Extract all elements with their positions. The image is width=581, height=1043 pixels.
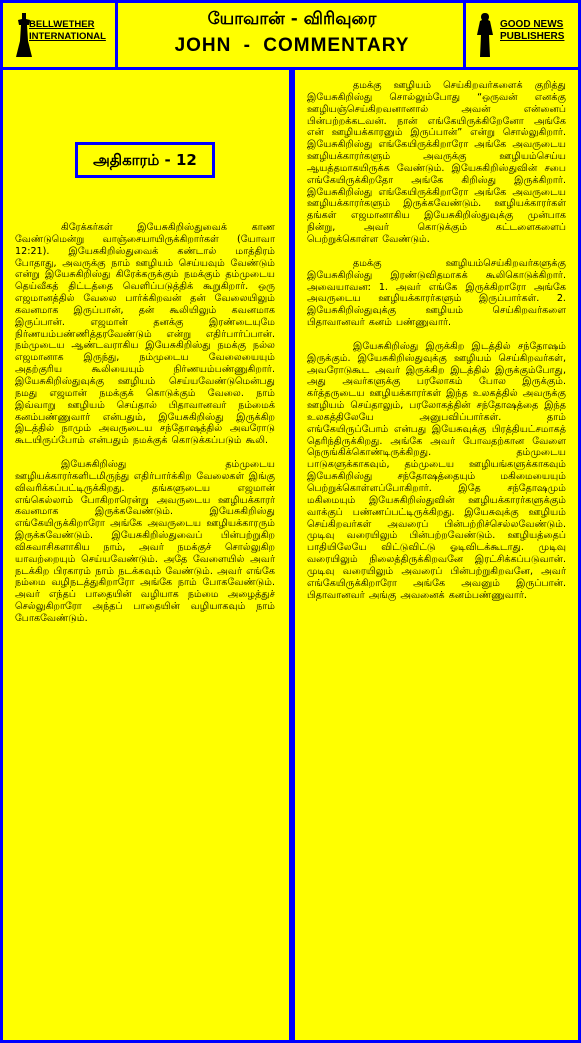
left-logo-text: BELLWETHER INTERNATIONAL bbox=[29, 19, 106, 42]
good-news-logo-icon bbox=[472, 11, 498, 59]
right-logo-text: GOOD NEWS PUBLISHERS bbox=[500, 19, 565, 42]
paragraph: தமக்கு ஊழியம் செய்கிறவர்களைக் குறித்து இயேசுகிறிஸ்து சொல்லும்போது “ஒருவன் எனக்கு ஊழியஞ்செய்கிறவனானால் அவன் என்னைப் பின்பற்றக்கடவன். நான் எங்கேயிருக்கிறேனோ அங்கே என் ஊழியக்காரனும் இருப்பான்” என்று சொல்லுகிறார். இயேசுகிறிஸ்து எங்கேயிருக்கிறாரோ அங்கே அவருடைய ஊழியக்காரர்களும் அவருக்கு ஊழியம்செய்ய ஆயத்தமாகயிருக்க வேண்டும். இயேசுகிறிஸ்துவின் சபை எங்கேயிருக்கிறதோ அங்கே கிறிஸ்து இருக்கிறார். இயேசுகிறிஸ்து எங்கேயிருக்கிறாரோ அங்கே அவருடைய ஊழியக்காரர்களும் இருக்கவேண்டும். ஊழியக்காரர்கள் தங்கள் எஜமானாகிய இயேசுகிறிஸ்துவுக்கு முன்பாக நின்று, அவர் கொடுக்கும் கட்டளைகளைப் பெற்றுக்கொள்ள வேண்டும். bbox=[307, 80, 566, 245]
title-english: JOHN - COMMENTARY bbox=[174, 35, 410, 56]
good-news-logo bbox=[463, 3, 578, 67]
paragraph: இயேசுகிறிஸ்து தம்முடைய ஊழியக்காரர்களிடமிருந்து எதிர்பார்க்கிற வேலைகள் இங்கு விவரிக்கப்பட்டிருக்கிறது. தங்களுடைய எஜமான் எங்கெல்லாம் போகிறாரென்று அவருடைய ஊழியக்காரர் கவனமாக இருக்கவேண்டும். இயேசுகிறிஸ்து எங்கேயிருக்கிறாரோ அங்கே அவருடைய ஊழியக்காரரும் இருக்கவேண்டும். இயேசுகிறிஸ்துவைப் பின்பற்றுகிற விசுவாசிகளாகிய நாம், அவர் நமக்குச் சொல்லுகிற யாவற்றையும் செய்யவேண்டும். அதே வேளையில் அவர் நடக்கிற பிரகாரம் நாம் நடக்கவும் வேண்டும். அவர் எங்கே நம்மை வழிநடத்துகிறாரோ அங்கே நாம் போகவேண்டும். அவர் எந்தப் பாதையின் வழியாக நம்மை அழைத்துச் செல்லுகிறாரோ அந்தப் பாதையின் வழியாகவும் நாம் போகவேண்டும். bbox=[15, 459, 275, 624]
title-tamil: யோவான் - விரிவுரை bbox=[207, 9, 377, 29]
bellwether-logo bbox=[3, 3, 118, 67]
left-column bbox=[3, 70, 289, 1040]
paragraph: தமக்கு ஊழியம்செய்கிறவர்களுக்கு இயேசுகிறிஸ்து இரண்டுவிதமாகக் கூலிகொடுக்கிறார். அவையாவன: 1. அவர் எங்கே இருக்கிறாரோ அங்கே அவருடைய ஊழியக்காரர்களும் இருப்பார்கள். 2. இயேசுகிறிஸ்துவுக்கு ஊழியம் செய்கிறவர்களை பிதாவானவர் கனம் பண்ணுவார். bbox=[307, 257, 566, 329]
right-column bbox=[292, 70, 578, 1040]
paragraph: இயேசுகிறிஸ்து இருக்கிற இடத்தில் சந்தோஷம் இருக்கும். இயேசுகிறிஸ்துவுக்கு ஊழியம் செய்கிறவர்கள், அவரோடுகூட அவர் இருக்கிற இடத்தில் இருக்கும்போது, அது அவர்களுக்கு பரலோகம் போல இருக்கும். கர்த்தருடைய ஊழியக்காரர்கள் இந்த உலகத்தில் அவருக்கு ஊழியம் செய்தாலும், பரலோகத்தின் சந்தோஷத்தை இந்த உலகத்திலேயே அனுபவிப்பார்கள். தாம் எங்கேயிருப்போம் என்பது இயேசுவுக்கு பிரத்தியட்சமாகத் தெரிந்திருக்கிறது. அங்கே அவர் போவதற்கான வேளை நெருங்கிக்கொண்டிருக்கிறது. தம்முடைய பாடுகளுக்காகவும், தம்முடைய ஊழியங்களுக்காகவும் இயேசுகிறிஸ்து சந்தோஷத்தையும் மகிமையையும் பெற்றுக்கொள்ளப்போகிறார். இதே சந்தோஷமும் மகிமையும் இயேசுகிறிஸ்துவின் ஊழியக்காரர்களுக்கும் வாக்குப் பண்ணப்பட்டிருக்கிறது. இயேசுவுக்கு ஊழியம் செய்கிறவர்கள் அவரைப் பின்பற்றிச்செல்லவேண்டும். முடிவு வரையிலும் பின்பற்றவேண்டும். ஊழியத்தைப் பாதியிலேயே விட்டுவிட்டு ஓடிவிடக்கூடாது. முடிவு வரையிலும் நிலைத்திருக்கிறவனே இரட்சிக்கப்படுவான். முடிவு வரையிலும் அவரைப் பின்பற்றுகிறவனே, அவர் எங்கேயிருக்கிறாரோ அங்கே அவனும் இருப்பான். பிதாவானவர் அங்கு அவனைக் கனம்பண்ணுவார். bbox=[307, 340, 566, 601]
title-block bbox=[121, 3, 463, 67]
paragraph: கிரேக்கர்கள் இயேசுகிறிஸ்துவைக் காண வேண்டுமென்று வாஞ்சையாயிருக்கிறார்கள் (யோவா 12:21). இயேசுகிறிஸ்துவைக் கண்டால் மாத்திரம் போதாது, அவருக்கு நாம் ஊழியம் செய்யவும் வேண்டும் என்று இயேசுகிறிஸ்து கிரேக்கருக்கும் நமக்கும் தம்முடைய தெய்வீகத் திட்டத்தை வெளிப்படுத்திக் கூறுகிறார். ஒரு எஜமானத்தில் வேலை பார்க்கிறவன் தன் வேலையிலும் கவனமாக இருப்பான், தன் கூலியிலும் கவனமாக இருப்பான். எஜமான் தனக்கு இரண்டையுமே நிர்ணயம்பண்ணித்தரவேண்டும் என்று எதிர்பார்ப்பான். நம்முடைய ஆண்டவராகிய இயேசுகிறிஸ்து நமக்கு நல்ல எஜமானாக இருந்து, நம்முடைய வேலையையும் அதற்குரிய கூலியையும் நிர்ணயம்பண்ணுகிறார். இயேசுகிறிஸ்துவுக்கு ஊழியம் செய்யவேண்டுமென்பது நமது எஜமான் நமக்குக் கொடுக்கும் வேலை. நாம் இவ்வாறு ஊழியம் செய்தால் பிதாவானவர் நம்மைக் கனம்பண்ணுவார் என்பதும், இயேசுகிறிஸ்து இருக்கிற இடத்தில் நாமும் அவருடைய சந்தோஷத்தில் அவரோடு கூடயிருப்போம் என்பதும் நமக்குக் கொடுக்கப்படும் கூலி. bbox=[15, 222, 275, 447]
chapter-heading: அதிகாரம் - 12 bbox=[75, 142, 215, 178]
page-header bbox=[3, 3, 578, 70]
